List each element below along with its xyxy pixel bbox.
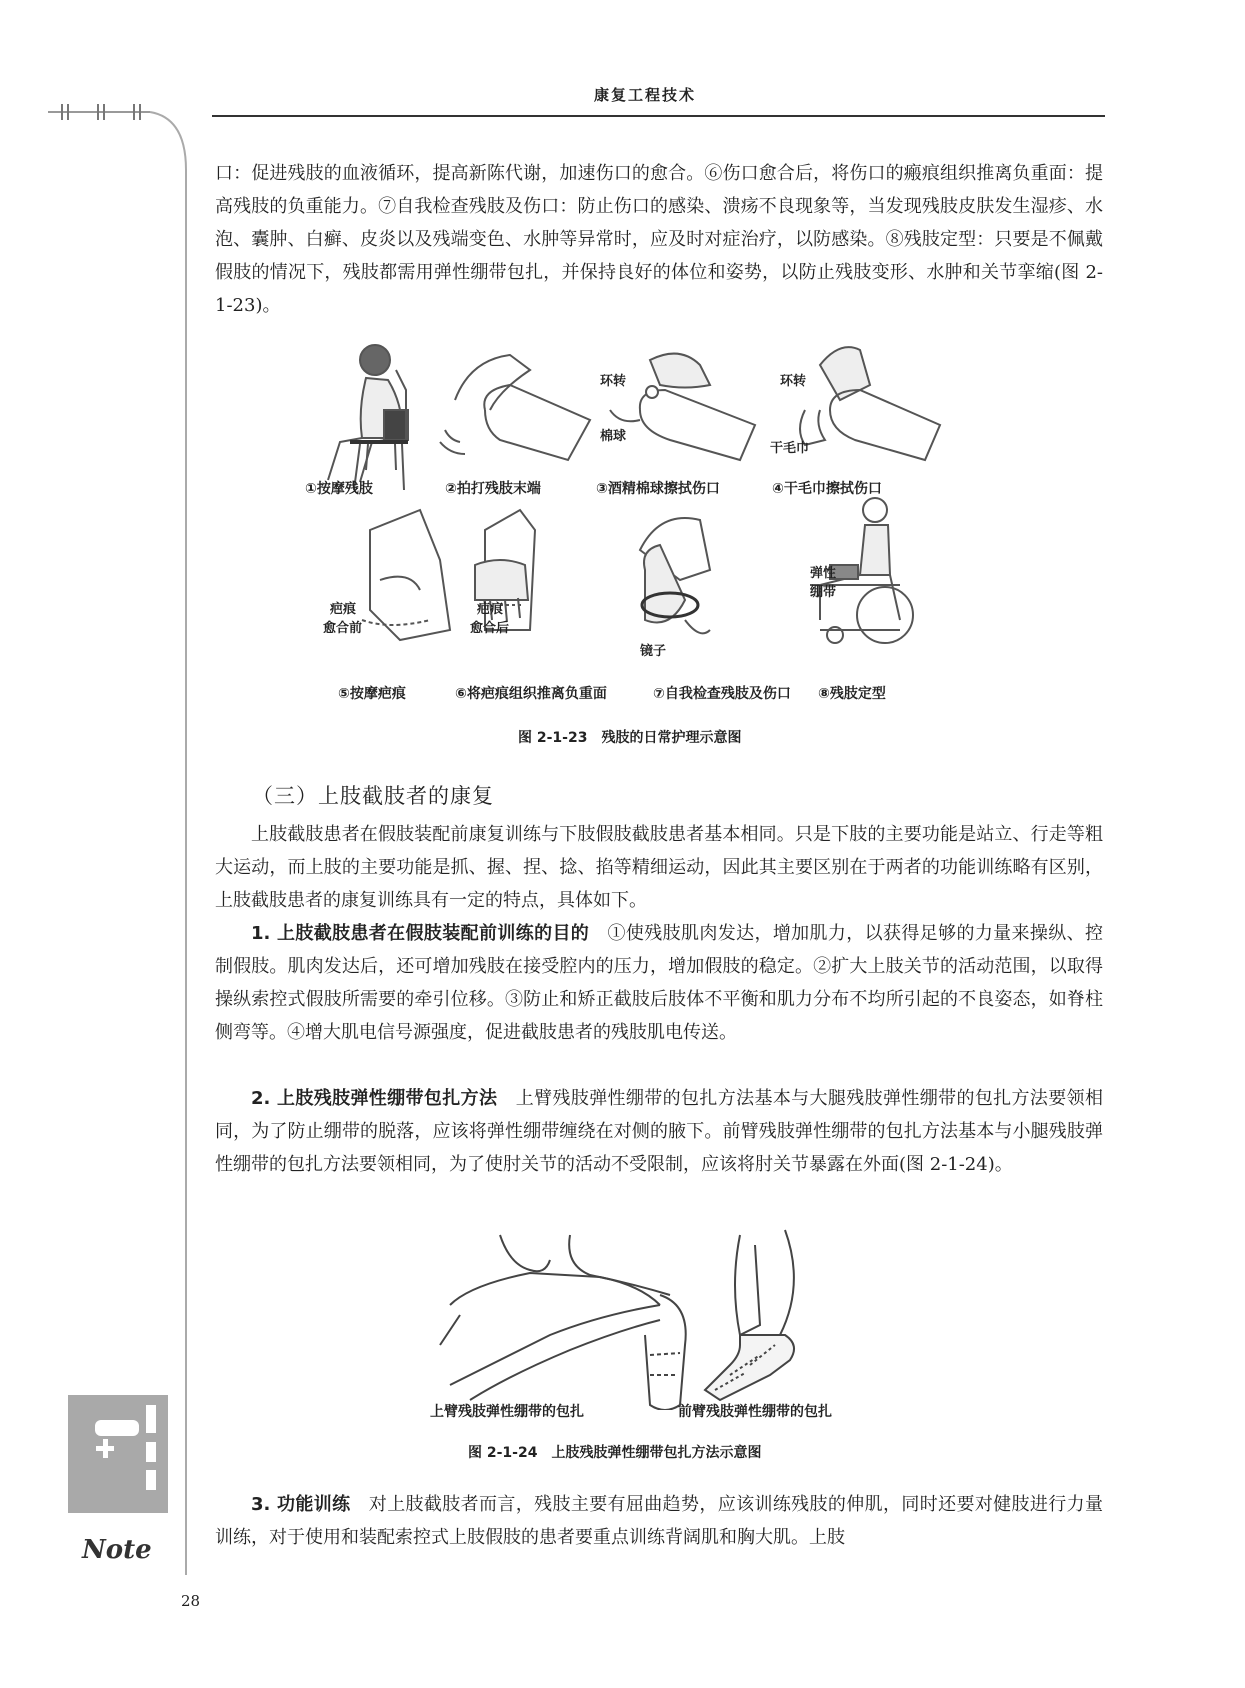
figure-2-panel-caption-2: 前臂残肢弹性绷带的包扎 xyxy=(678,1404,832,1420)
label-scar-after-2: 愈合后 xyxy=(470,621,510,636)
panel-7-illustration xyxy=(640,518,710,633)
paragraph-4 xyxy=(215,1082,1103,1181)
panel-3-illustration xyxy=(610,354,755,460)
panel-caption-5: ⑤按摩疤痕 xyxy=(338,686,406,702)
panel-caption-4: ④干毛巾擦拭伤口 xyxy=(772,481,882,497)
margin-decoration xyxy=(0,0,200,1688)
paragraph-5-heading: 3. 功能训练 xyxy=(251,1494,351,1515)
label-turn-4: 环转 xyxy=(780,374,807,389)
label-towel: 干毛巾 xyxy=(770,441,810,456)
figure-2-caption: 图 2-1-24 上肢残肢弹性绷带包扎方法示意图 xyxy=(468,1445,762,1461)
paragraph-5-body: 对上肢截肢者而言，残肢主要有屈曲趋势，应该训练残肢的伸肌，同时还要对健肢进行力量训练，对于使用和装配索控式上肢假肢的患者要重点训练背阔肌和胸大肌。上肢 xyxy=(215,1494,1104,1548)
paragraph-4-body: 上臂残肢弹性绷带的包扎方法基本与大腿残肢弹性绷带的包扎方法要领相同，为了防止绷带的脱落，应该将弹性绷带缠绕在对侧的腋下。前臂残肢弹性绷带的包扎方法基本与小腿残肢弹性绷带的包扎方法要领相同，为了使肘关节的活动不受限制，应该将肘关节暴露在外面(图 2-1-24)。 xyxy=(215,1088,1104,1175)
paragraph-3-heading: 1. 上肢截肢患者在假肢装配前训练的目的 xyxy=(251,923,590,944)
label-turn-3: 环转 xyxy=(600,374,627,389)
panel-caption-3: ③酒精棉球擦拭伤口 xyxy=(596,481,720,497)
upper-arm-illustration xyxy=(440,1235,686,1410)
page-number: 28 xyxy=(181,1592,201,1610)
label-cotton: 棉球 xyxy=(600,429,627,444)
note-icon xyxy=(68,1395,168,1513)
figure-2-panel-caption-1: 上臂残肢弹性绷带的包扎 xyxy=(430,1404,584,1420)
label-bandage-1: 弹性 xyxy=(810,566,837,581)
forearm-illustration xyxy=(705,1230,794,1400)
panel-caption-6: ⑥将疤痕组织推离负重面 xyxy=(455,686,607,702)
label-scar-before-2: 愈合前 xyxy=(323,621,363,636)
note-label: Note xyxy=(82,1535,152,1565)
panel-caption-7: ⑦自我检查残肢及伤口 xyxy=(653,686,791,702)
label-scar-before-1: 疤痕 xyxy=(330,602,357,617)
paragraph-1: 口：促进残肢的血液循环，提高新陈代谢，加速伤口的愈合。⑥伤口愈合后，将伤口的瘢痕组织推离负重面：提高残肢的负重能力。⑦自我检查残肢及伤口：防止伤口的感染、溃疡不良现象等，当发现残肢皮肤发生湿疹、水泡、囊肿、白癣、皮炎以及残端变色、水肿等异常时，应及时对症治疗，以防感染。⑧残肢定型：只要是不佩戴假肢的情况下，残肢都需用弹性绷带包扎，并保持良好的体位和姿势，以防止残肢变形、水肿和关节挛缩(图 2-1-23)。 xyxy=(215,163,1103,316)
paragraph-3 xyxy=(215,917,1103,1049)
paragraph-2: 上肢截肢患者在假肢装配前康复训练与下肢假肢截肢患者基本相同。只是下肢的主要功能是站立、行走等粗大运动，而上肢的主要功能是抓、握、捏、捻、掐等精细运动，因此其主要区别在于两者的功能训练略有区别，上肢截肢患者的康复训练具有一定的特点，具体如下。 xyxy=(215,824,1103,911)
figure-2-1-23 xyxy=(300,330,980,730)
panel-caption-2: ②拍打残肢末端 xyxy=(445,481,541,497)
panel-4-illustration xyxy=(800,347,940,460)
panel-1-illustration xyxy=(328,345,408,490)
panel-2-illustration xyxy=(440,355,590,460)
paragraph-3-body: ①使残肢肌肉发达，增加肌力，以获得足够的力量来操纵、控制假肢。肌肉发达后，还可增加残肢在接受腔内的压力，增加假肢的稳定。②扩大上肢关节的活动范围，以取得操纵索控式假肢所需要的牵引位移。③防止和矫正截肢后肢体不平衡和肌力分布不均所引起的不良姿态，如脊柱侧弯等。④增大肌电信号源强度，促进截肢患者的残肢肌电传送。 xyxy=(215,923,1103,1043)
header-title: 康复工程技术 xyxy=(593,86,696,104)
figure-2-1-24 xyxy=(430,1225,870,1410)
figure-1-caption: 图 2-1-23 残肢的日常护理示意图 xyxy=(518,730,742,746)
panel-caption-1: ①按摩残肢 xyxy=(305,481,373,497)
label-mirror: 镜子 xyxy=(640,644,667,659)
panel-5-illustration xyxy=(362,510,450,640)
label-scar-after-1: 疤痕 xyxy=(477,602,504,617)
panel-caption-8: ⑧残肢定型 xyxy=(818,686,886,702)
section-heading: （三）上肢截肢者的康复 xyxy=(252,784,494,808)
paragraph-5 xyxy=(215,1488,1103,1554)
label-bandage-2: 绷带 xyxy=(810,585,837,600)
header-rule xyxy=(212,115,1105,117)
paragraph-4-heading: 2. 上肢残肢弹性绷带包扎方法 xyxy=(251,1088,498,1109)
